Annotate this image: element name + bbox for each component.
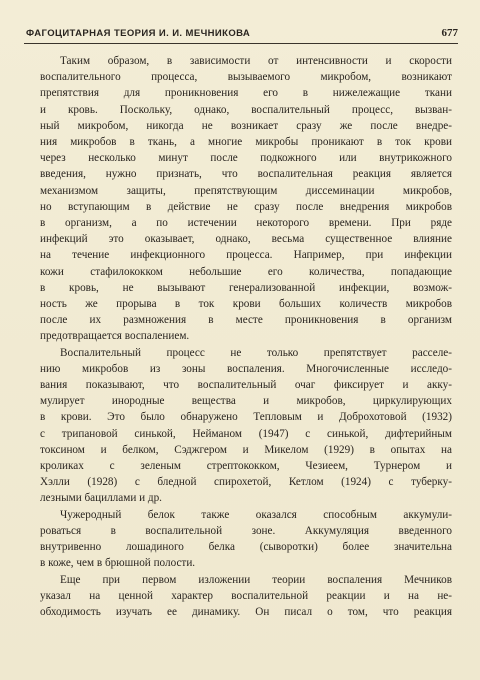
text-line: но вступающим в действие не сразу после внедрения микробов [40,200,452,213]
text-line: воспалительного процесса, вызываемого микробом, возникают [40,71,452,84]
text-line: с трипановой синькой, Нейманом (1947) с синькой, дифтерийным [40,427,452,440]
body-text [40,53,452,620]
paragraph [40,53,452,345]
text-line: препятствия для проникновения его в нижележащие ткани [40,87,452,100]
text-line: в кровь, не вызывают генерализованной инфекции, возмож- [40,281,452,294]
text-line: Чужеродный белок также оказался способным аккумули- [60,508,452,521]
paragraph [40,507,452,572]
text-line: вания показывают, что воспалительный очаг фиксирует и акку- [40,379,452,392]
text-line: в крови. Это было обнаружено Тепловым и Доброхотовой (1932) [40,411,452,424]
text-line: введения, нужно признать, что воспалительная реакция является [40,168,452,181]
text-line: инфекций это оказывает, однако, весьма существенное влияние [40,233,452,246]
text-line: ный микробом, никогда не возникает сразу же после внедре- [40,119,452,132]
text-line: Воспалительный процесс не только препятствует расселе- [60,346,452,359]
text-line: в коже, чем в брюшной полости. [40,557,196,570]
text-line: обходимость изучать ее динамику. Он писал о том, что реакция [40,605,452,618]
text-line: кроликах с зеленым стрептококком, Чезиеем, Турнером и [40,460,452,473]
header-rule [24,43,458,44]
paragraph [40,572,452,621]
text-line: ность же прорыва в ток крови больших количеств микробов [40,298,452,311]
text-line: через несколько минут после подкожного или внутрикожного [40,152,452,165]
page-number: 677 [441,27,458,39]
running-header [26,27,458,39]
text-line: в организм, а по истечении некоторого времени. При ряде [40,217,452,230]
text-line: на течение инфекционного процесса. Например, при инфекции [40,249,452,262]
text-line: мулирует инородные вещества и микробов, циркулирующих [40,395,452,408]
text-line: токсином и белком, Сэджгером и Микелом (1929) в опытах на [40,443,452,456]
text-line: лезными бациллами и др. [40,492,162,505]
text-line: кожи стафилококком небольшие его количества, попадающие [40,265,452,278]
text-line: Еще при первом изложении теории воспаления Мечников [60,573,452,586]
paragraph [40,345,452,507]
running-title: ФАГОЦИТАРНАЯ ТЕОРИЯ И. И. МЕЧНИКОВА [26,28,251,39]
text-line: механизмом защиты, препятствующим диссеминации микробов, [40,184,452,197]
text-line: предотвращается воспалением. [40,330,190,343]
text-line: ния микробов в ткань, а многие микробы проникают в ток крови [40,136,452,149]
text-line: Хэлли (1928) с бледной спирохетой, Кетлом (1924) с туберку- [40,476,452,489]
text-line: и кровь. Поскольку, однако, воспалительный процесс, вызван- [40,103,452,116]
text-line: указал на ценной характер воспалительной реакции и на не- [40,589,452,602]
text-line: Таким образом, в зависимости от интенсивности и скорости [60,55,452,67]
text-line: после их размножения в месте проникновения в организм [40,314,452,327]
text-line: нию микробов из зоны воспаления. Многочисленные исследо- [40,362,452,375]
text-line: внутривенно лошадиного белка (сыворотки) более значительна [40,541,452,554]
text-line: роваться в воспалительной зоне. Аккумуляция введенного [40,524,452,537]
